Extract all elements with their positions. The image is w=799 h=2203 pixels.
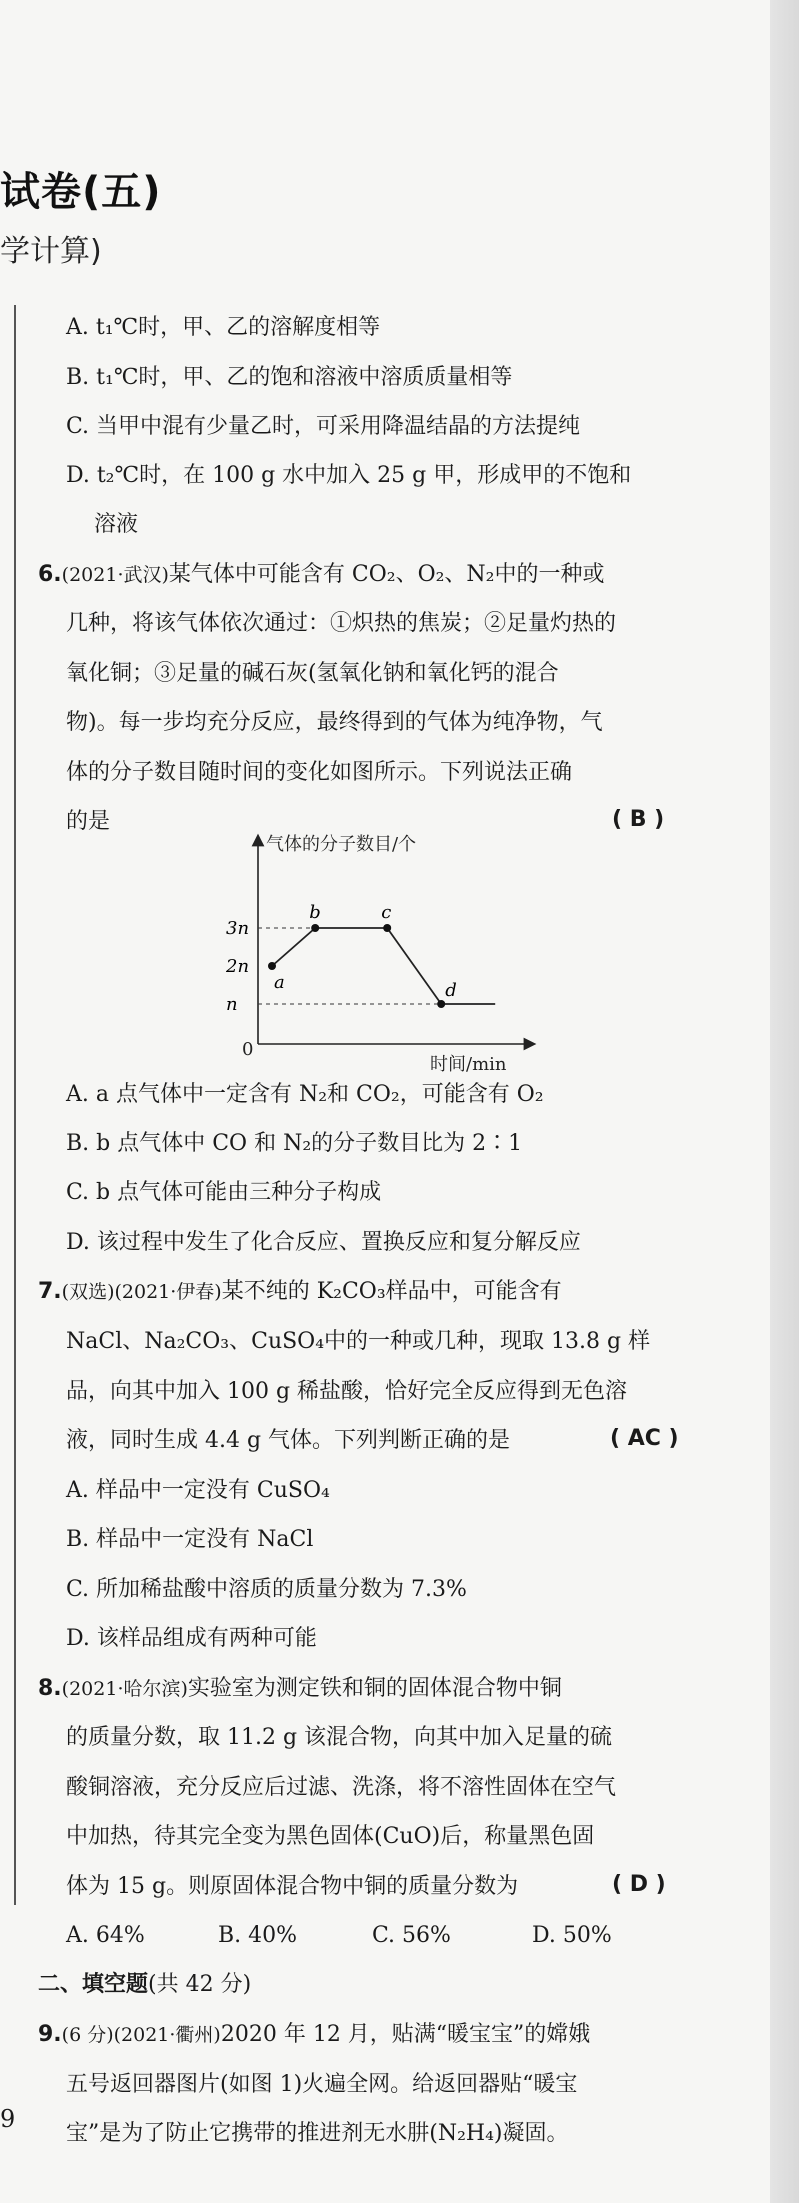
q7-stem-line3: 品，向其中加入 100 g 稀盐酸，恰好完全反应得到无色溶: [66, 1379, 628, 1404]
q6-option-c: C. b 点气体可能由三种分子构成: [66, 1180, 382, 1205]
q6-stem-line6: 的是: [66, 809, 111, 834]
q7-option-d: D. 该样品组成有两种可能: [66, 1626, 317, 1651]
q6-text: 某气体中可能含有 CO₂、O₂、N₂中的一种或: [168, 562, 605, 587]
chart-point-c: [383, 924, 391, 932]
page-edge-shadow: [770, 0, 799, 2203]
chart-y-label: 气体的分子数目/个: [266, 834, 417, 855]
q8-option-d: D. 50%: [532, 1923, 612, 1948]
q7-option-b: B. 样品中一定没有 NaCl: [66, 1527, 314, 1552]
chart-origin: 0: [242, 1039, 254, 1060]
chart-x-label: 时间/min: [430, 1054, 507, 1075]
page-number: 9: [0, 2105, 16, 2133]
chart-y-tick: 2n: [226, 956, 250, 977]
q5-option-c: C. 当甲中混有少量乙时，可采用降温结晶的方法提纯: [66, 414, 581, 439]
chart-point-label-b: b: [309, 902, 321, 923]
q8-option-b: B. 40%: [218, 1923, 298, 1948]
q7-text: 某不纯的 K₂CO₃样品中，可能含有: [221, 1279, 562, 1304]
q8-text: 实验室为测定铁和铜的固体混合物中铜: [187, 1676, 562, 1701]
q6-answer: ( B ): [612, 807, 665, 832]
q7-stem-line2: NaCl、Na₂CO₃、CuSO₄中的一种或几种，现取 13.8 g 样: [66, 1329, 651, 1354]
q6-stem-line5: 体的分子数目随时间的变化如图所示。下列说法正确: [66, 760, 573, 785]
q9-source: (6 分)(2021·衢州): [61, 2024, 221, 2046]
q8-stem-line5: 体为 15 g。则原固体混合物中铜的质量分数为: [66, 1874, 519, 1899]
q7-stem-line4: 液，同时生成 4.4 g 气体。下列判断正确的是: [66, 1428, 511, 1453]
section-fill-in-heading: [38, 1970, 251, 2000]
q5-option-a: A. t₁℃时，甲、乙的溶解度相等: [66, 315, 381, 340]
chart-y-tick: 3n: [226, 918, 250, 939]
q6-option-a: A. a 点气体中一定含有 N₂和 CO₂，可能含有 O₂: [66, 1082, 544, 1107]
q9-number: 9.: [38, 2022, 62, 2047]
q8-number: 8.: [38, 1676, 62, 1701]
q7-source: (双选)(2021·伊春): [61, 1281, 222, 1303]
q5-option-d-cont: 溶液: [94, 512, 139, 537]
q7-answer: ( AC ): [610, 1426, 679, 1451]
q6-stem-line4: 物)。每一步均充分反应，最终得到的气体为纯净物，气: [66, 710, 603, 735]
q6-option-b: B. b 点气体中 CO 和 N₂的分子数目比为 2∶1: [66, 1131, 523, 1156]
page-subtitle: 学计算): [0, 234, 102, 269]
section-label: 二、填空题: [38, 1972, 149, 1997]
q6-stem-line2: 几种，将该气体依次通过：①炽热的焦炭；②足量灼热的: [66, 611, 617, 636]
q5-option-d: D. t₂℃时，在 100 g 水中加入 25 g 甲，形成甲的不饱和: [66, 463, 632, 488]
q8-stem-line1: [38, 1674, 562, 1704]
q9-stem-line1: [38, 2020, 590, 2050]
q6-source: (2021·武汉): [61, 564, 169, 586]
chart-y-tick: n: [226, 994, 238, 1015]
q7-stem-line1: [38, 1277, 562, 1307]
q8-option-c: C. 56%: [372, 1923, 451, 1948]
q8-stem-line4: 中加热，待其完全变为黑色固体(CuO)后，称量黑色固: [66, 1824, 595, 1849]
chart-point-label-d: d: [445, 980, 457, 1001]
chart-point-d: [437, 1000, 445, 1008]
q8-stem-line2: 的质量分数，取 11.2 g 该混合物，向其中加入足量的硫: [66, 1725, 613, 1750]
chart-point-b: [311, 924, 319, 932]
q9-text: 2020 年 12 月，贴满“暖宝宝”的嫦娥: [220, 2022, 591, 2047]
q8-option-a: A. 64%: [66, 1923, 145, 1948]
q9-stem-line2: 五号返回器图片(如图 1)火遍全网。给返回器贴“暖宝: [66, 2072, 578, 2097]
q9-stem-line3: 宝”是为了防止它携带的推进剂无水肼(N₂H₄)凝固。: [66, 2121, 569, 2146]
chart-point-label-a: a: [274, 972, 285, 993]
q7-number: 7.: [38, 1279, 62, 1304]
q8-answer: ( D ): [612, 1872, 666, 1897]
q8-stem-line3: 酸铜溶液，充分反应后过滤、洗涤，将不溶性固体在空气: [66, 1775, 617, 1800]
chart-point-label-c: c: [381, 902, 392, 923]
q8-source: (2021·哈尔滨): [61, 1678, 188, 1700]
q6-stem-line3: 氧化铜；③足量的碱石灰(氢氧化钠和氧化钙的混合: [66, 661, 559, 686]
chart-series-line: [272, 928, 495, 1004]
q6-option-d: D. 该过程中发生了化合反应、置换反应和复分解反应: [66, 1230, 581, 1255]
section-score: (共 42 分): [148, 1972, 252, 1997]
q6-stem-line1: [38, 560, 605, 590]
chart-point-a: [268, 962, 276, 970]
q6-number: 6.: [38, 562, 62, 587]
q7-option-a: A. 样品中一定没有 CuSO₄: [66, 1478, 330, 1503]
q7-option-c: C. 所加稀盐酸中溶质的质量分数为 7.3%: [66, 1577, 467, 1602]
q5-option-b: B. t₁℃时，甲、乙的饱和溶液中溶质质量相等: [66, 365, 513, 390]
molecule-count-chart: [220, 830, 550, 1075]
page-title: 试卷(五): [0, 169, 162, 215]
margin-rule: [14, 305, 16, 1905]
